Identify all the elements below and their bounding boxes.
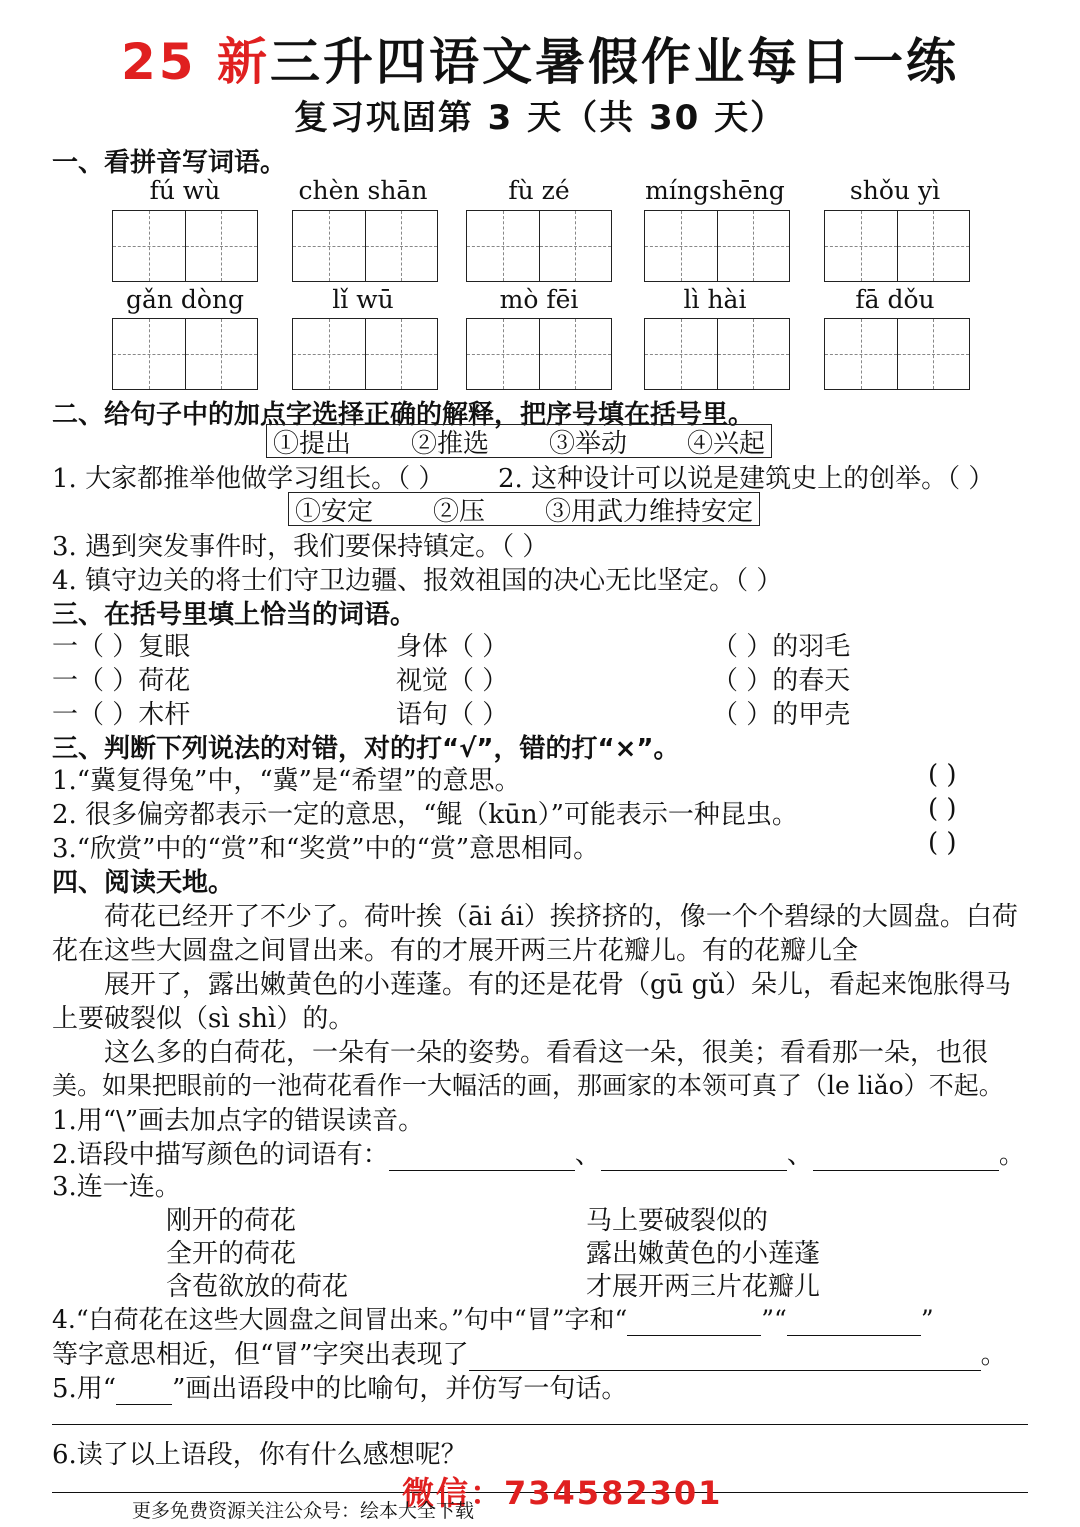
passage-line: 这么多的白荷花，一朵有一朵的姿势。看看这一朵，很美；看看那一朵，也很	[104, 1038, 989, 1068]
fill-item: 视觉（ ）	[396, 666, 509, 696]
match-right-item[interactable]: 露出嫩黄色的小莲蓬	[586, 1239, 821, 1269]
question-text: 2. 这种设计可以说是建筑史上的创举。（ ）	[498, 464, 995, 494]
answer-blank[interactable]	[813, 1144, 999, 1171]
question-5: 5.用“ ”画出语段中的比喻句，并仿写一句话。	[52, 1374, 628, 1404]
fill-item: 语句（ ）	[396, 700, 509, 730]
question-text: 3. 遇到突发事件时，我们要保持镇定。（ ）	[52, 532, 549, 562]
answer-line[interactable]	[52, 1424, 1028, 1425]
fill-item: （ ）的羽毛	[712, 632, 851, 662]
writing-grid[interactable]	[644, 210, 790, 282]
fill-item: 一（ ）荷花	[52, 666, 191, 696]
footer-note: 更多免费资源关注公众号：绘本大全下载	[132, 1500, 475, 1522]
answer-blank[interactable]	[116, 1378, 172, 1405]
pinyin-label: lǐ wū	[332, 285, 394, 314]
pinyin-label: gǎn dòng	[125, 285, 245, 314]
fill-item: 一（ ）复眼	[52, 632, 191, 662]
passage-line: 荷花已经开了不少了。荷叶挨（āi ái）挨挤挤的，像一个个碧绿的大圆盘。白荷	[104, 902, 1018, 932]
writing-grid[interactable]	[466, 318, 612, 390]
writing-grid[interactable]	[112, 318, 258, 390]
pinyin-label: fú wù	[149, 176, 221, 205]
writing-grid[interactable]	[292, 210, 438, 282]
writing-grid[interactable]	[644, 318, 790, 390]
answer-blank[interactable]	[627, 1309, 761, 1336]
passage-line: 展开了，露出嫩黄色的小莲蓬。有的还是花骨（gū gǔ）朵儿，看起来饱胀得马	[104, 970, 1012, 1000]
pinyin-label: lì hài	[683, 285, 747, 314]
question-text: 6.读了以上语段，你有什么感想呢？	[52, 1440, 467, 1470]
question-text: 1.用“\”画去加点字的错误读音。	[52, 1106, 425, 1136]
pinyin-label: shǒu yì	[849, 176, 941, 205]
section-heading-3: 三、在括号里填上恰当的词语。	[52, 600, 417, 630]
answer-blank[interactable]	[601, 1144, 787, 1171]
judge-item: 3.“欣赏”中的“赏”和“奖赏”中的“赏”意思相同。	[52, 834, 600, 864]
pinyin-label: chèn shān	[298, 176, 428, 205]
question-4-cont: 等字意思相近，但“冒”字突出表现了 。	[52, 1340, 1007, 1370]
writing-grid[interactable]	[112, 210, 258, 282]
section-heading-2: 二、给句子中的加点字选择正确的解释，把序号填在括号里。	[52, 400, 755, 430]
answer-blank[interactable]	[787, 1309, 921, 1336]
pinyin-label: fā dǒu	[855, 285, 935, 314]
section-heading-1: 一、看拼音写词语。	[52, 148, 287, 178]
writing-grid[interactable]	[824, 318, 970, 390]
watermark-contact: 微信：734582301	[402, 1474, 723, 1512]
writing-grid[interactable]	[292, 318, 438, 390]
question-4: 4.“白荷花在这些大圆盘之间冒出来。”句中“冒”字和“ ”“ ”	[52, 1305, 934, 1334]
fill-item: （ ）的春天	[712, 666, 851, 696]
page-title: 25 新三升四语文暑假作业每日一练	[121, 33, 959, 91]
answer-blank[interactable]	[389, 1144, 575, 1171]
question-text: 3.连一连。	[52, 1172, 181, 1202]
page-subtitle: 复习巩固第 3 天（共 30 天）	[293, 98, 787, 138]
writing-grid[interactable]	[824, 210, 970, 282]
passage-line: 美。如果把眼前的一池荷花看作一大幅活的画，那画家的本领可真了（le liǎo）不起。	[52, 1071, 1004, 1100]
options-box-2: ①安定 ②压 ③用武力维持安定	[288, 492, 760, 526]
answer-paren[interactable]: ( )	[928, 828, 957, 858]
fill-item: 一（ ）木杆	[52, 700, 191, 730]
question-text: 4. 镇守边关的将士们守卫边疆、报效祖国的决心无比坚定。（ ）	[52, 566, 783, 596]
answer-paren[interactable]: ( )	[928, 760, 957, 790]
pinyin-label: fù zé	[508, 176, 570, 205]
judge-item: 1.“冀复得兔”中，“冀”是“希望”的意思。	[52, 766, 521, 796]
question-text: 1. 大家都推举他做学习组长。（ ）	[52, 464, 445, 494]
fill-item: 身体（ ）	[396, 632, 509, 662]
fill-item: （ ）的甲壳	[712, 700, 851, 730]
passage-line: 花在这些大圆盘之间冒出来。有的才展开两三片花瓣儿。有的花瓣儿全	[52, 936, 859, 966]
passage-line: 上要破裂似（sì shì）的。	[52, 1004, 355, 1034]
answer-blank[interactable]	[469, 1344, 981, 1371]
section-heading-5: 四、阅读天地。	[52, 868, 235, 898]
match-right-item[interactable]: 马上要破裂似的	[586, 1206, 769, 1236]
match-left-item[interactable]: 含苞欲放的荷花	[166, 1272, 349, 1302]
judge-item: 2. 很多偏旁都表示一定的意思，“鲲（kūn）”可能表示一种昆虫。	[52, 800, 798, 830]
match-right-item[interactable]: 才展开两三片花瓣儿	[586, 1272, 821, 1302]
writing-grid[interactable]	[466, 210, 612, 282]
options-box-1: ①提出 ②推选 ③举动 ④兴起	[266, 424, 772, 458]
match-left-item[interactable]: 全开的荷花	[166, 1239, 297, 1269]
answer-paren[interactable]: ( )	[928, 794, 957, 824]
pinyin-label: mò fēi	[499, 285, 579, 314]
match-left-item[interactable]: 刚开的荷花	[166, 1206, 297, 1236]
section-heading-4: 三、判断下列说法的对错，对的打“√”，错的打“×”。	[52, 734, 680, 764]
question-colors: 2.语段中描写颜色的词语有： 、 、 。	[52, 1140, 1025, 1170]
pinyin-label: míngshēng	[645, 176, 785, 205]
